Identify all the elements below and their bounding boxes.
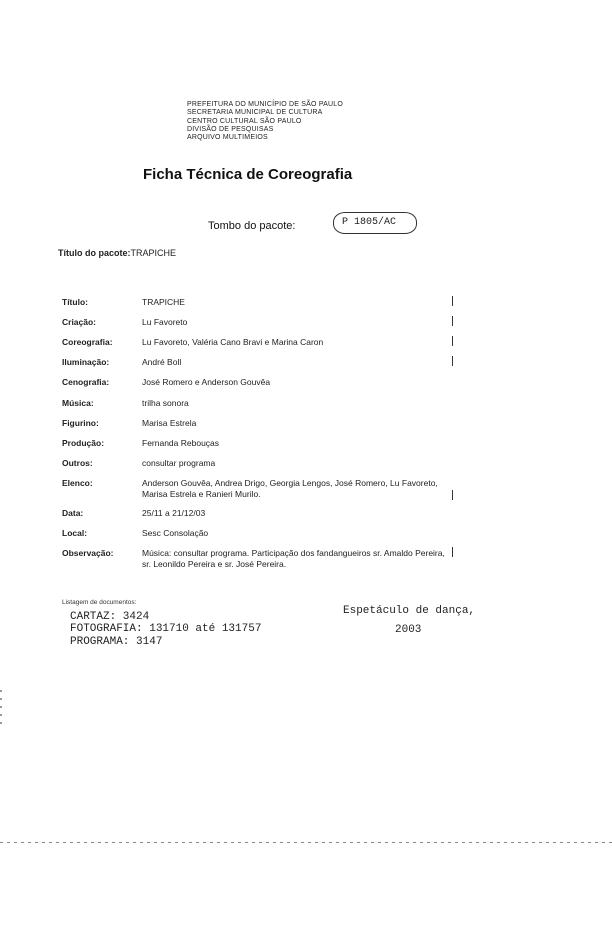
- field-label: Produção:: [62, 438, 105, 448]
- pacote-title-label: Título do pacote:: [58, 248, 131, 258]
- field-value: TRAPICHE: [142, 297, 185, 307]
- field-label: Observação:: [62, 548, 114, 558]
- field-value: Anderson Gouvêa, Andrea Drigo, Georgia Lengos, José Romero, Lu Favoreto, Marisa Estrela e Ranieri Murilo.: [142, 478, 438, 499]
- field-value: Marisa Estrela: [142, 418, 197, 428]
- institution-header: [187, 101, 343, 142]
- document-note-year: 2003: [395, 624, 422, 636]
- margin-mark: [452, 296, 453, 306]
- field-value: José Romero e Anderson Gouvêa: [142, 377, 271, 387]
- field-value: Lu Favoreto: [142, 317, 188, 327]
- field-value: Fernanda Rebouças: [142, 438, 220, 448]
- scan-edge-marks: [0, 690, 2, 730]
- field-value: Lu Favoreto, Valéria Cano Bravi e Marina Caron: [142, 337, 324, 347]
- header-line: DIVISÃO DE PESQUISAS: [187, 125, 274, 133]
- margin-mark: [452, 547, 453, 557]
- documents-list-label: Listagem de documentos:: [62, 599, 137, 606]
- margin-mark: [452, 336, 453, 346]
- document-item: PROGRAMA: 3147: [70, 636, 163, 648]
- field-value: trilha sonora: [142, 398, 189, 408]
- field-label: Local:: [62, 528, 88, 538]
- field-label: Iluminação:: [62, 357, 110, 367]
- margin-mark: [452, 316, 453, 326]
- scan-footer-line: [0, 842, 612, 843]
- tombo-value: P 1805/AC: [342, 217, 397, 228]
- field-label: Figurino:: [62, 418, 99, 428]
- pacote-title: [58, 248, 176, 258]
- field-value: consultar programa: [142, 458, 216, 468]
- field-value: 25/11 a 21/12/03: [142, 508, 206, 518]
- document-item: FOTOGRAFIA: 131710 até 131757: [70, 623, 262, 635]
- field-label: Data:: [62, 508, 84, 518]
- header-line: CENTRO CULTURAL SÃO PAULO: [187, 117, 302, 125]
- header-line: PREFEITURA DO MUNICÍPIO DE SÃO PAULO: [187, 101, 344, 108]
- document-item: CARTAZ: 3424: [70, 611, 150, 623]
- field-value: André Boll: [142, 357, 182, 367]
- field-value: Música: consultar programa. Participação dos fandangueiros sr. Amaldo Pereira, sr. Leonildo Pereira e sr. José Pereira.: [142, 548, 445, 569]
- field-label: Criação:: [62, 317, 97, 327]
- margin-mark: [452, 490, 453, 500]
- field-label: Cenografia:: [62, 377, 110, 387]
- header-line: SECRETARIA MUNICIPAL DE CULTURA: [187, 109, 323, 117]
- field-label: Elenco:: [62, 478, 93, 488]
- field-label: Título:: [62, 297, 88, 307]
- pacote-title-value: TRAPICHE: [130, 248, 177, 258]
- header-line: ARQUIVO MULTIMEIOS: [187, 134, 268, 142]
- document-title: Ficha Técnica de Coreografia: [143, 166, 353, 183]
- field-label: Coreografia:: [62, 337, 113, 347]
- document-note: Espetáculo de dança,: [343, 605, 476, 617]
- field-label: Outros:: [62, 458, 93, 468]
- margin-mark: [452, 356, 453, 366]
- tombo-label: Tombo do pacote:: [208, 220, 296, 232]
- field-label: Música:: [62, 398, 94, 408]
- field-value: Sesc Consolação: [142, 528, 209, 538]
